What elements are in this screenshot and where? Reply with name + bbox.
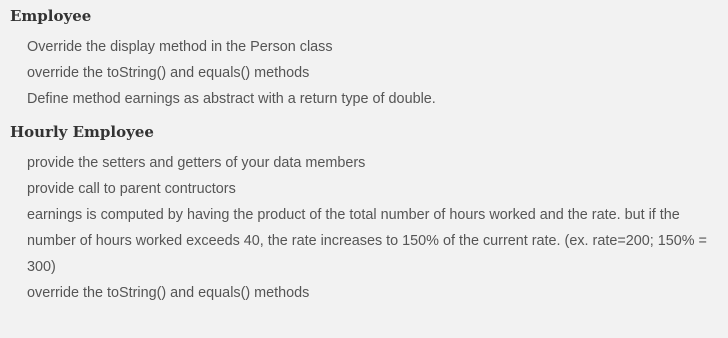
section-heading-hourly-employee: Hourly Employee — [10, 123, 154, 141]
list-item: provide call to parent contructors — [27, 181, 236, 197]
hourly-employee-requirements-list — [10, 150, 718, 306]
list-item: provide the setters and getters of your data members — [27, 155, 366, 171]
list-item: override the toString() and equals() methods — [27, 65, 310, 81]
hourly-employee-section — [10, 122, 718, 306]
list-item: Define method earnings as abstract with a return type of double. — [27, 91, 436, 107]
employee-requirements-list — [10, 34, 718, 112]
list-item: Override the display method in the Person class — [27, 39, 333, 55]
list-item: earnings is computed by having the product of the total number of hours worked and the rate. but if the number of hours worked exceeds 40, the rate increases to 150% of the current rate. (ex. rate=200; 150% = 300) — [27, 207, 707, 275]
list-item: override the toString() and equals() methods — [27, 285, 310, 301]
section-heading-employee: Employee — [10, 7, 92, 25]
employee-section — [10, 6, 718, 112]
